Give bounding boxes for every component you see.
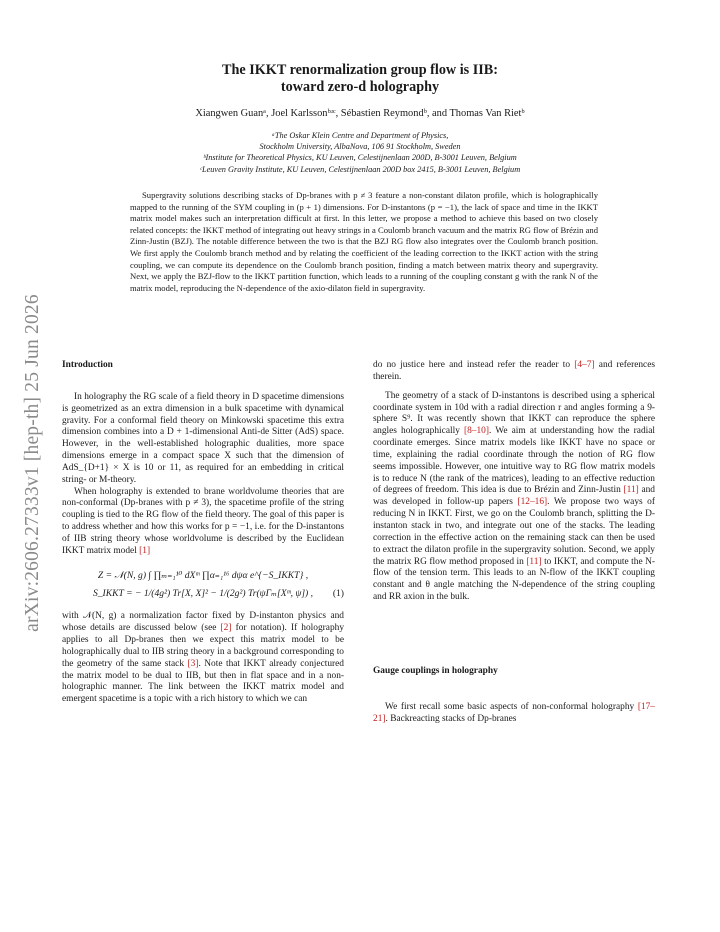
equation-1 xyxy=(62,570,344,600)
author-list: Xiangwen Guanᵃ, Joel Karlssonᵇʴᶜ, Sébastien Reymondᵇ, and Thomas Van Rietᵇ xyxy=(195,108,525,119)
paragraph-text: The geometry of a stack of D-instantons is described using a spherical coordinate system in 10d with a radial direction r and angles forming a 9-sphere S⁹. It was recently shown that IKKT can reproduce the sphere angles holographically xyxy=(373,390,655,437)
arxiv-id: arXiv:2606.27333v1 [hep-th] 25 Jun 2026 xyxy=(22,294,44,632)
right-column xyxy=(373,360,655,725)
section-heading-gauge-couplings: Gauge couplings in holography xyxy=(373,665,498,676)
citation-link[interactable]: [8–10] xyxy=(464,426,489,437)
paragraph-text: with 𝒩(N, g) a normalization factor fixed by D-instanton physics and whose details are discussed below (see xyxy=(62,611,344,634)
paragraph-text: . We aim at understanding how the radial coordinate emerges. Since matrix models like IKKT have no space or time, explaining the radial coordinate through the notion of RG flow seems impossible. However, one intuitive way to RG flow matrix models is to reduce N (the rank of the matrices), leading to an effective reduction of degrees of freedom. This idea is due to Brézin and Zinn-Justin xyxy=(373,426,656,496)
citation-link[interactable]: [11] xyxy=(526,556,542,567)
citation-link[interactable]: [4–7] xyxy=(574,360,595,370)
abstract: Supergravity solutions describing stacks of Dp-branes with p ≠ 3 feature a non-constant dilaton profile, which is holographically mapped to the running of the SYM coupling in (p + 1) dimensions. For D-instantons (p = −1), the lack of space and time in the IKKT matrix model makes such an interpretation difficult at first. In this letter, we propose a method to achieve this based on two closely related concepts: the IKKT method of integrating out heavy strings in a Coulomb branch vacuum and the matrix RG flow of Brézin and Zinn-Justin (BZJ). The notable difference between the two is that the BZJ RG flow also integrates over the Coulomb branch position. We first apply the Coulomb branch method and by relating the coefficient of the leading correction to the IKKT action with the string coupling, we can compute its dependence on the Coulomb branch position, finding a match between matrix theory and supergravity. Next, we apply the BZJ-flow to the IKKT partition function, which leads to a running of the coupling constant g with the rank N of the matrix model, reproducing the N-dependence of the axio-dilaton field in supergravity. xyxy=(130,190,598,293)
affiliations xyxy=(100,130,620,175)
paragraph xyxy=(373,391,655,604)
paragraph-text: for notation). If holography applies to all Dp-branes then we expect this matrix model to be holographically dual to IIB string theory in a background corresponding to the geometry of the same stack xyxy=(62,623,345,669)
arxiv-identifier-stamp xyxy=(14,248,52,678)
paragraph xyxy=(62,611,344,706)
paragraph xyxy=(62,487,344,558)
equation-number: (1) xyxy=(332,587,344,599)
equation-text: S_IKKT = − 1/(4g²) Tr[X, X]² − 1/(2g²) Tr(ψΓₘ[Xᵐ, ψ]) , xyxy=(92,587,314,599)
affiliation-line: ᶜLeuven Gravity Institute, KU Leuven, Celestijnenlaan 200D box 2415, B-3001 Leuven, Belgium xyxy=(199,164,521,174)
left-column xyxy=(62,360,344,706)
affiliation-line: Stockholm University, AlbaNova, 106 91 Stockholm, Sweden xyxy=(259,142,461,152)
paragraph: In holography the RG scale of a field theory in D spacetime dimensions is geometrized as an extra dimension in a bulk spacetime with dynamical gravity. For a conformal field theory on Minkowski spacetime this extra dimension combines into a D + 1-dimensional Anti-de Sitter (AdS) space. However, in the well-established holographic dualities, more space dimensions emerge in a compact space X such that the dimension of AdS_{D+1} × X is 10 or 11, as required for an embedding in critical string- or M-theory. xyxy=(62,391,344,485)
equation-line-partition-function: Z = 𝒩(N, g) ∫ ∏ₘ₌₁¹⁰ dXᵐ ∏α₌₁¹⁶ dψα e^{−S_IKKT} , xyxy=(97,569,309,581)
paragraph-text: to IKKT, and compute the N-flow of the tension term. This leads to an N-flow of the IKKT coupling constant and θ angle matching the N-dependence of the string coupling and RR axion in the bulk. xyxy=(373,556,655,603)
title-line-1: The IKKT renormalization group flow is IIB: xyxy=(222,62,498,78)
citation-link[interactable]: [2] xyxy=(220,623,232,634)
citation-link[interactable]: [3] xyxy=(187,658,199,669)
equation-line-ikkt-action xyxy=(62,588,344,600)
paragraph-text: do no justice here and instead refer the reader to xyxy=(373,360,571,370)
paragraph xyxy=(373,360,655,384)
citation-link[interactable]: [17–21] xyxy=(373,701,655,724)
paragraph-text: . Backreacting stacks of Dp-branes xyxy=(385,713,517,724)
paragraph xyxy=(373,702,655,726)
title-line-2: toward zero-d holography xyxy=(280,79,440,95)
affiliation-line: ᵇInstitute for Theoretical Physics, KU Leuven, Celestijnenlaan 200D, B-3001 Leuven, Belgium xyxy=(203,153,517,163)
affiliation-line: ᵃThe Oskar Klein Centre and Department of Physics, xyxy=(271,131,449,140)
paragraph-text: and references therein. xyxy=(373,360,656,382)
paragraph-text: . We propose two ways of reducing N in IKKT. First, we go on the Coulomb branch, splitting the D-instanton stack in two, and integrate out one of the stacks. The leading correction in the effective action on the remaining stack can then be used to extract the dilaton profile in the supergravity solution. Second, we apply the matrix RG flow method proposed in xyxy=(373,497,655,567)
paragraph-text: We first recall some basic aspects of non-conformal holography xyxy=(385,701,635,712)
paragraph-text: and was developed in follow-up papers xyxy=(373,485,655,508)
paragraph-text: When holography is extended to brane worldvolume theories that are non-conformal (Dp-branes with p ≠ 3), the spacetime profile of the string coupling is tied to the RG flow of the field theory. The goal of this paper is to address whether and how this works for p = −1, i.e. for the D-instantons of IIB string theory whose worldvolume is described by the Euclidean IKKT matrix model xyxy=(62,486,344,556)
paper-title xyxy=(100,62,620,96)
paragraph-text: . Note that IKKT already conjectured the matrix model to be dual to IIB, but then in flat space and in a non-holographic manner. The link between the IKKT matrix model and emergent spacetime is a topic with a rich history to which we can xyxy=(62,658,344,705)
citation-link[interactable]: [12–16] xyxy=(517,497,548,508)
citation-link[interactable]: [1] xyxy=(139,545,151,556)
citation-link[interactable]: [11] xyxy=(623,485,639,496)
section-heading-introduction: Introduction xyxy=(62,360,113,370)
